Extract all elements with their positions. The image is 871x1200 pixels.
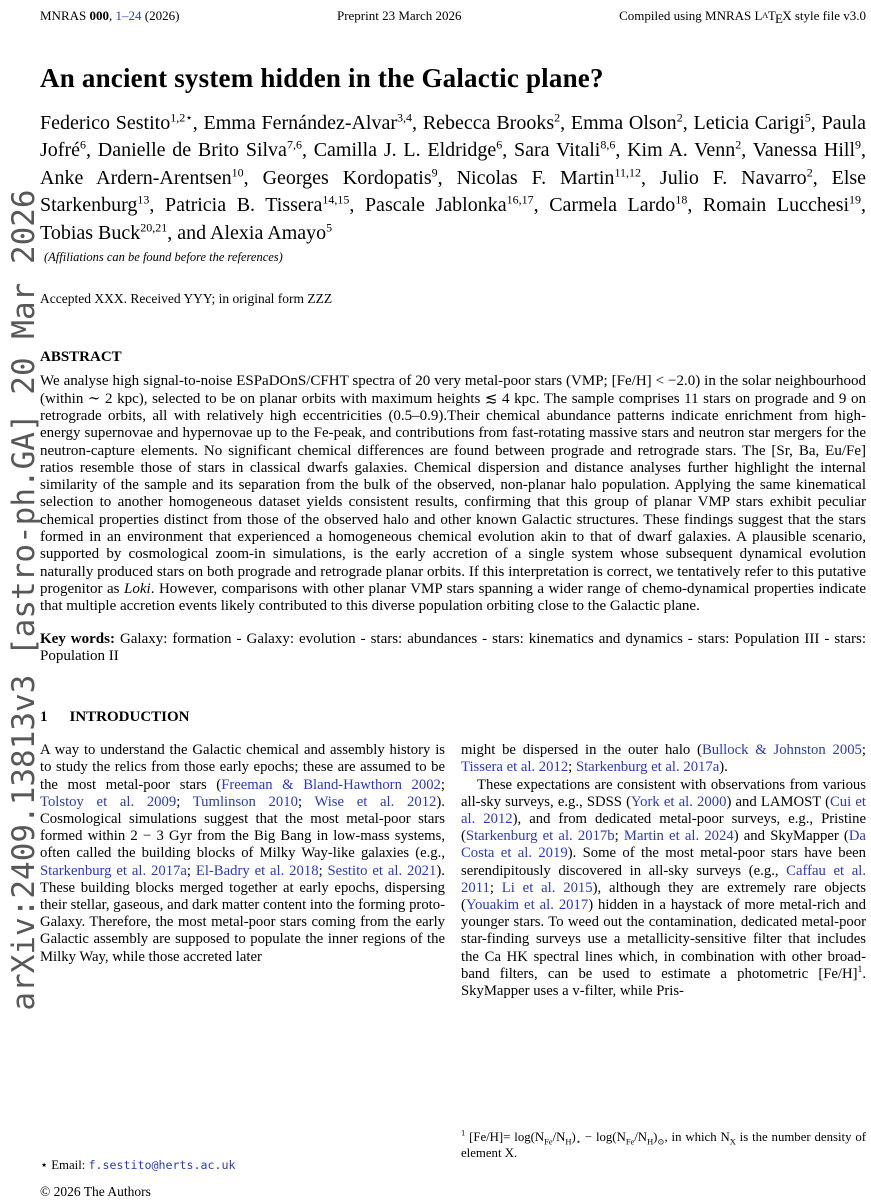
- citation-link[interactable]: Caffau et al. 2011: [461, 862, 866, 896]
- email-footnote: ⋆ Email: f.sestito@herts.ac.uk: [40, 1158, 236, 1172]
- copyright-line: © 2026 The Authors: [40, 1184, 151, 1199]
- author-affiliation-superscript: 1,2⋆: [170, 110, 193, 125]
- author-affiliation-superscript: 10: [231, 165, 244, 180]
- keywords-text: Galaxy: formation - Galaxy: evolution - stars: abundances - stars: kinematics and dynamics - stars: Population III - stars: Population II: [40, 630, 866, 664]
- author-affiliation-superscript: 2: [554, 110, 561, 125]
- author-list: Federico Sestito$^{1,2⋆}$, Emma Fernández-Alvar$^{3,4}$, Rebecca Brooks$^2$, Emma Olson$^2$, Leticia Carigi$^5$, Paula Jofré$^6$, Danielle de Brito Silva$^{7,6}$, Camilla J. L. Eldridge$^6$, Sara Vitali$^{8,6}$, Kim A. Venn$^2$, Vanessa Hill$^9$, Anke Ardern-Arentsen$^{10}$, Georges Kordopatis$^9$, Nicolas F. Martin$^{11,12}$, Julio F. Navarro$^2$, Else Starkenburg$^{13}$, Patricia B. Tissera$^{14,15}$, Pascale Jablonka$^{16,17}$, Carmela Lardo$^{18}$, Romain Lucchesi$^{19}$, Tobias Buck$^{20,21}$, and Alexia Amayo$^5$: [40, 110, 867, 244]
- section-title: INTRODUCTION: [69, 709, 190, 726]
- page-header: [40, 8, 866, 27]
- author-affiliation-superscript: 2: [735, 137, 742, 152]
- keywords-line: [40, 631, 866, 666]
- citation-link[interactable]: Li et al. 2015: [501, 879, 593, 896]
- arxiv-watermark: arXiv:2409.13813v3 [astro-ph.GA] 20 Mar 2026: [6, 189, 42, 1011]
- citation-link[interactable]: El-Badry et al. 2018: [195, 862, 319, 879]
- feh-definition-footnote: $^1$ $[Fe/H]= \log(N_{Fe}/N_H)_⋆ - \log(N_{Fe}/N_H)_⊙$, in which $N_X$ is the number density of element X.: [461, 1127, 866, 1160]
- citation-link[interactable]: Tumlinson 2010: [192, 793, 298, 810]
- citation-link[interactable]: Youakim et al. 2017: [465, 896, 589, 913]
- author-affiliation-superscript: 11,12: [614, 165, 641, 180]
- author-affiliation-superscript: 5: [804, 110, 811, 125]
- author-affiliation-superscript: 9: [431, 165, 438, 180]
- citation-link[interactable]: Starkenburg et al. 2017a: [40, 862, 187, 879]
- compiled-prefix: Compiled using MNRAS: [619, 8, 755, 23]
- author-affiliation-superscript: 16,17: [506, 192, 534, 207]
- author-affiliation-superscript: 2: [806, 165, 813, 180]
- author-affiliation-superscript: 7,6: [286, 137, 302, 152]
- author-affiliation-superscript: 19: [849, 192, 862, 207]
- citation-link[interactable]: Starkenburg et al. 2017a: [575, 759, 720, 776]
- latex-logo: LATEX: [754, 8, 792, 26]
- author-affiliation-superscript: 6: [496, 137, 503, 152]
- citation-link[interactable]: Bullock & Johnston 2005: [701, 742, 862, 759]
- compiled-suffix: style file v3.0: [791, 8, 866, 23]
- column-left: [40, 742, 445, 1040]
- citation-link[interactable]: York et al. 2000: [631, 793, 727, 810]
- citation-link[interactable]: Cui et al. 2012: [461, 793, 866, 827]
- author-affiliation-superscript: 14,15: [322, 192, 350, 207]
- author-affiliation-superscript: 20,21: [140, 220, 168, 235]
- paper-page: [40, 8, 866, 1040]
- citation-link[interactable]: Tolstoy et al. 2009: [40, 793, 177, 810]
- column-right: [461, 742, 866, 1040]
- author-affiliation-superscript: 2: [676, 110, 683, 125]
- author-affiliation-superscript: 9: [855, 137, 862, 152]
- citation-link[interactable]: Tissera et al. 2012: [461, 759, 569, 776]
- paper-title: An ancient system hidden in the Galactic plane?: [40, 62, 604, 93]
- author-affiliation-superscript: 13: [137, 192, 150, 207]
- abstract-heading: ABSTRACT: [40, 349, 122, 366]
- keywords-label: Key words:: [40, 630, 115, 647]
- compiled-note: [619, 8, 866, 27]
- citation-link[interactable]: Martin et al. 2024: [623, 828, 734, 845]
- author-affiliation-superscript: 3,4: [397, 110, 413, 125]
- intro-paragraph-1-continued: might be dispersed in the outer halo (Bullock & Johnston 2005; Tissera et al. 2012; Starkenburg et al. 2017a).: [461, 742, 866, 776]
- email-link[interactable]: f.sestito@herts.ac.uk: [88, 1158, 236, 1172]
- section-number: 1: [40, 709, 48, 726]
- citation-link[interactable]: Freeman & Bland-Hawthorn 2002: [221, 776, 441, 793]
- section-heading: [40, 709, 866, 726]
- author-affiliation-superscript: 6: [79, 137, 86, 152]
- affiliations-note: (Affiliations can be found before the references): [44, 250, 283, 265]
- citation-link[interactable]: Wise et al. 2012: [314, 793, 437, 810]
- two-column-body: [40, 742, 866, 1040]
- citation-link[interactable]: Sestito et al. 2021: [327, 862, 437, 879]
- journal-ref: MNRAS 000, 1–24 (2026): [40, 8, 180, 23]
- page-range-link[interactable]: 1–24: [115, 8, 142, 23]
- citation-link[interactable]: Da Costa et al. 2019: [461, 828, 866, 862]
- intro-paragraph-1: A way to understand the Galactic chemical and assembly history is to study the relics from those early epochs; these are assumed to be the most metal-poor stars (Freeman & Bland-Hawthorn 2002; Tolstoy et al. 2009; Tumlinson 2010; Wise et al. 2012). Cosmological simulations suggest that the most metal-poor stars formed within 2 − 3 Gyr from the Big Bang in low-mass systems, often called the building blocks of Milky Way-like galaxies (e.g., Starkenburg et al. 2017a; El-Badry et al. 2018; Sestito et al. 2021). These building blocks merged together at early epochs, dispersing their stellar, gaseous, and dark matter content into the forming proto-Galaxy. Therefore, the most metal-poor stars coming from the early Galactic assembly are supposed to populate the inner regions of the Milky Way, while those accreted later: [40, 742, 445, 965]
- citation-link[interactable]: Starkenburg et al. 2017b: [465, 828, 615, 845]
- author-affiliation-superscript: 8,6: [600, 137, 616, 152]
- author-affiliation-superscript: 18: [675, 192, 688, 207]
- preprint-date: Preprint 23 March 2026: [336, 8, 462, 23]
- dates-line: Accepted XXX. Received YYY; in original form ZZZ: [40, 291, 333, 307]
- author-affiliation-superscript: 5: [326, 220, 333, 235]
- abstract-text: We analyse high signal-to-noise ESPaDOnS/CFHT spectra of 20 very metal-poor stars (VMP; [Fe/H] < −2.0) in the solar neighbourhood (within ∼ 2 kpc), selected to be on planar orbits with maximum heights ≲ 4 kpc. The sample comprises 11 stars on prograde and 9 on retrograde orbits, all with relatively high eccentricities (0.5–0.9).Their chemical abundance patterns indicate enrichment from high-energy supernovae and hypernovae up to the Fe-peak, and contributions from fast-rotating massive stars and neutron star mergers for the neutron-capture elements. No significant chemical differences are found between prograde and retrograde stars. The [Sr, Ba, Eu/Fe] ratios resemble those of stars in classical dwarfs galaxies. Chemical dispersion and distance analyses further highlight the internal similarity of the sample and its separation from the bulk of the observed, non-planar halo population. Applying the same kinematical selection to another homogeneous dataset yields consistent results, confirming that this group of planar VMP stars exhibit peculiar chemical properties distinct from those of the observed halo and other known Galactic structures. These findings suggest that the stars formed in an environment that experienced a homogeneous chemical evolution akin to that of dwarf galaxies. A plausible scenario, supported by cosmological zoom-in simulations, is the early accretion of a single system whose subsequent dynamical evolution naturally produced stars on both prograde and retrograde planar orbits. If this interpretation is correct, we tentatively refer to this putative progenitor as Loki. However, comparisons with other planar VMP stars spanning a wider range of chemo-dynamical properties indicate that multiple accretion events likely contributed to this diverse population orbiting close to the Galactic plane.: [40, 373, 866, 615]
- intro-paragraph-2: These expectations are consistent with observations from various all-sky surveys, e.g., SDSS (York et al. 2000) and LAMOST (Cui et al. 2012), and from dedicated metal-poor surveys, e.g., Pristine (Starkenburg et al. 2017b; Martin et al. 2024) and SkyMapper (Da Costa et al. 2019). Some of the most metal-poor stars have been serendipitously discovered in all-sky surveys (e.g., Caffau et al. 2011; Li et al. 2015), although they are extremely rare objects (Youakim et al. 2017) hidden in a haystack of more metal-rich and younger stars. To weed out the contamination, dedicated metal-poor star-finding surveys use a metallicity-sensitive filter that includes the Ca HK spectral lines which, in combination with other broad-band filters, can be used to estimate a photometric $[Fe/H]^1$. SkyMapper uses a v-filter, while Pris-: [461, 776, 866, 999]
